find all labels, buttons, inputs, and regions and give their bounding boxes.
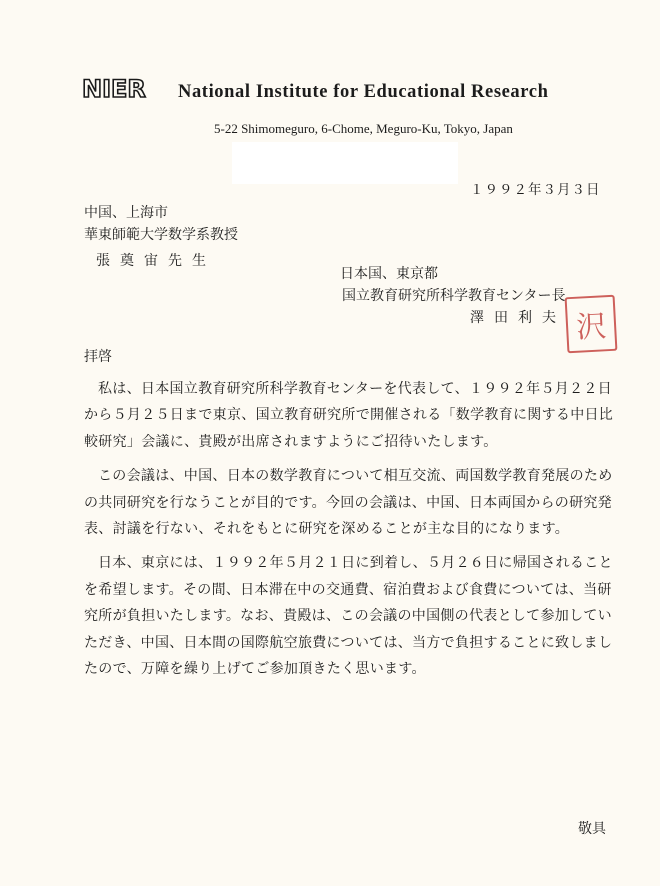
sender-block xyxy=(340,264,566,328)
letter-body xyxy=(84,376,620,690)
body-paragraph: この会議は、中国、日本の数学教育について相互交流、両国数学教育発展のための共同研究を行なうことが目的です。今回の会議は、中国、日本両国からの研究発表、討議を行ない、それをもとに研究を深めることが主な目的になります。 xyxy=(84,468,613,538)
body-paragraph: 私は、日本国立教育研究所科学教育センターを代表して、１９９２年５月２２日から５月２５日まで東京、国立教育研究所で開催される「数学教育に関する中日比較研究」会議に、貴殿が出席されますようにご招待いたします。 xyxy=(84,381,614,450)
institution-address: 5-22 Shimomeguro, 6-Chome, Meguro-Ku, Tokyo, Japan xyxy=(214,121,513,136)
letter-date: １９９２年３月３日 xyxy=(470,182,601,198)
sender-name: 澤田利夫 xyxy=(470,310,566,326)
closing: 敬具 xyxy=(578,821,606,837)
body-paragraph: 日本、東京には、１９９２年５月２１日に到着し、５月２６日に帰国されることを希望します。その間、日本滞在中の交通費、宿泊費および食費については、当研究所が負担いたします。なお、貴殿は、この会議の中国側の代表として参加していただき、中国、日本間の国際航空旅費については、当方で負担することに致しましたので、万障を繰り上げてご参加頂きたく思います。 xyxy=(84,555,613,678)
institution-name: National Institute for Educational Research xyxy=(178,82,549,102)
redaction-box xyxy=(232,142,458,184)
nier-logo: NIER xyxy=(82,75,146,103)
greeting: 拝啓 xyxy=(84,349,112,365)
seal-stamp xyxy=(565,295,618,354)
recipient-affiliation: 華東師範大学数学系教授 xyxy=(84,227,238,243)
recipient-location: 中国、上海市 xyxy=(84,205,168,221)
sender-organization: 国立教育研究所科学教育センター長 xyxy=(342,288,566,304)
recipient-name: 張奠宙先生 xyxy=(96,253,216,269)
sender-location: 日本国、東京都 xyxy=(340,266,438,282)
seal-glyph: 沢 xyxy=(575,309,608,346)
letterhead xyxy=(82,74,622,108)
recipient-block xyxy=(84,202,238,272)
